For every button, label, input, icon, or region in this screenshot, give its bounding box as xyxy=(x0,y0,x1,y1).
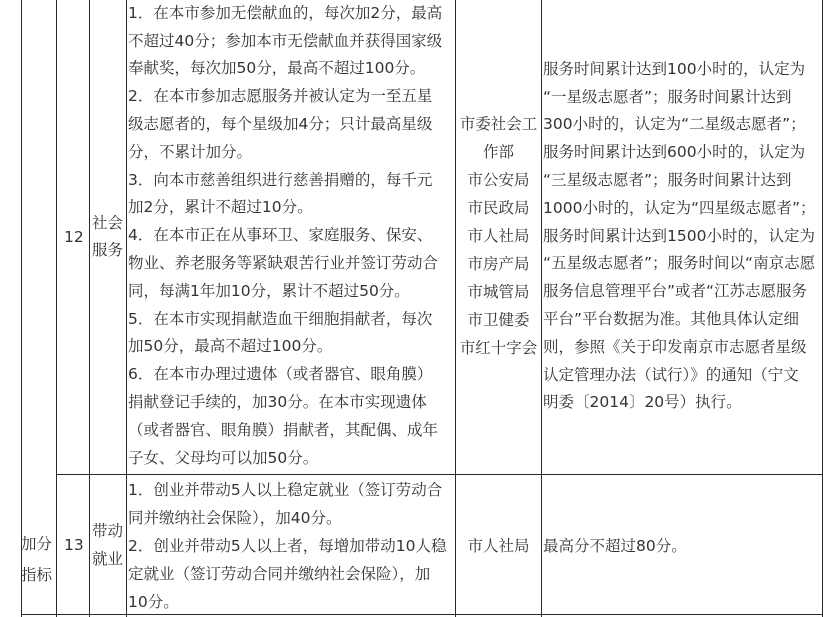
department-item: 市民政局 xyxy=(467,199,530,217)
item-name-line-1: 社会 xyxy=(92,214,124,232)
notes-line: “三星级志愿者”；服务时间累计达到 xyxy=(543,171,792,189)
notes-line: 明委〔2014〕20号）执行。 xyxy=(543,393,742,411)
category-cell xyxy=(21,0,56,614)
criteria-line: 2．创业并带动5人以上者，每增加带动10人稳 xyxy=(128,537,447,555)
item-name-line-2: 服务 xyxy=(92,241,124,259)
category-label-line-2: 指标 xyxy=(21,566,53,584)
notes-line: 服务时间累计达到100小时的，认定为 xyxy=(543,60,806,78)
criteria-line: 1．创业并带动5人以上稳定就业（签订劳动合 xyxy=(128,481,443,499)
department-item: 市人社局 xyxy=(467,537,530,555)
notes-line: 服务时间累计达到600小时的，认定为 xyxy=(543,143,806,161)
item-name-line-2: 就业 xyxy=(92,550,124,568)
criteria-line: 定就业（签订劳动合同并缴纳社会保险），加 xyxy=(128,565,431,583)
criteria-line: 4．在本市正在从事环卫、家庭服务、保安、 xyxy=(128,226,433,244)
notes-line: 则，参照《关于印发南京市志愿者星级 xyxy=(543,338,807,356)
criteria-line: 3．向本市慈善组织进行慈善捐赠的，每千元 xyxy=(128,171,433,189)
criteria-line: 加50分，最高不超过100分。 xyxy=(128,337,333,355)
row-number: 13 xyxy=(64,536,84,554)
criteria-line: 2．在本市参加志愿服务并被认定为一至五星 xyxy=(128,87,433,105)
department-item: 市公安局 xyxy=(467,171,530,189)
criteria-line: 6．在本市办理过遗体（或者器官、眼角膜） xyxy=(128,365,433,383)
notes-line: “五星级志愿者”；服务时间以“南京志愿 xyxy=(543,254,816,272)
department-item: 市人社局 xyxy=(467,227,530,245)
notes-line: 最高分不超过80分。 xyxy=(543,537,687,555)
notes-line: 300小时的，认定为“二星级志愿者”； xyxy=(543,115,806,133)
criteria-line: 加2分，累计不超过10分。 xyxy=(128,198,313,216)
table-row xyxy=(56,475,823,614)
item-name-line-1: 带动 xyxy=(92,522,124,540)
department-item: 市红十字会 xyxy=(459,339,538,357)
category-label-line-1: 加分 xyxy=(21,535,53,553)
criteria-line: 捐献登记手续的，加30分。在本市实现遗体 xyxy=(128,393,427,411)
criteria-line: 不超过40分；参加本市无偿献血并获得国家级 xyxy=(128,32,443,50)
criteria-line: 5．在本市实现捐献造血干细胞捐献者，每次 xyxy=(128,310,433,328)
department-item: 市卫健委 xyxy=(467,311,530,329)
criteria-line: 级志愿者的，每个星级加4分；只计最高星级 xyxy=(128,115,433,133)
notes-line: 服务信息管理平台”或者“江苏志愿服务 xyxy=(543,282,808,300)
notes-line: “一星级志愿者”；服务时间累计达到 xyxy=(543,88,792,106)
department-item: 市房产局 xyxy=(467,255,530,273)
criteria-line: 10分。 xyxy=(128,593,179,611)
notes-line: 平台”平台数据为准。其他具体认定细 xyxy=(543,310,800,328)
criteria-line: 子女、父母均可以加50分。 xyxy=(128,449,319,467)
notes-line: 1000小时的，认定为“四星级志愿者”； xyxy=(543,199,816,217)
criteria-line: 1．在本市参加无偿献血的，每次加2分，最高 xyxy=(128,4,443,22)
criteria-line: 同并缴纳社会保险），加40分。 xyxy=(128,509,342,527)
notes-line: 认定管理办法（试行）》的通知（宁文 xyxy=(543,366,799,384)
department-item: 市城管局 xyxy=(467,283,530,301)
row-number: 12 xyxy=(64,228,84,246)
notes-line: 服务时间累计达到1500小时的，认定为 xyxy=(543,227,815,245)
criteria-line: （或者器官、眼角膜）捐献者，其配偶、成年 xyxy=(128,421,439,439)
criteria-line: 奉献奖，每次加50分，最高不超过100分。 xyxy=(128,59,426,77)
table-row xyxy=(56,0,823,474)
department-item: 市委社会工 xyxy=(459,115,538,133)
department-item: 作部 xyxy=(482,143,514,161)
criteria-line: 同，每满1年加10分，累计不超过50分。 xyxy=(128,282,410,300)
criteria-line: 分，不累计加分。 xyxy=(128,143,253,161)
criteria-line: 物业、养老服务等紧缺艰苦行业并签订劳动合 xyxy=(128,254,439,272)
